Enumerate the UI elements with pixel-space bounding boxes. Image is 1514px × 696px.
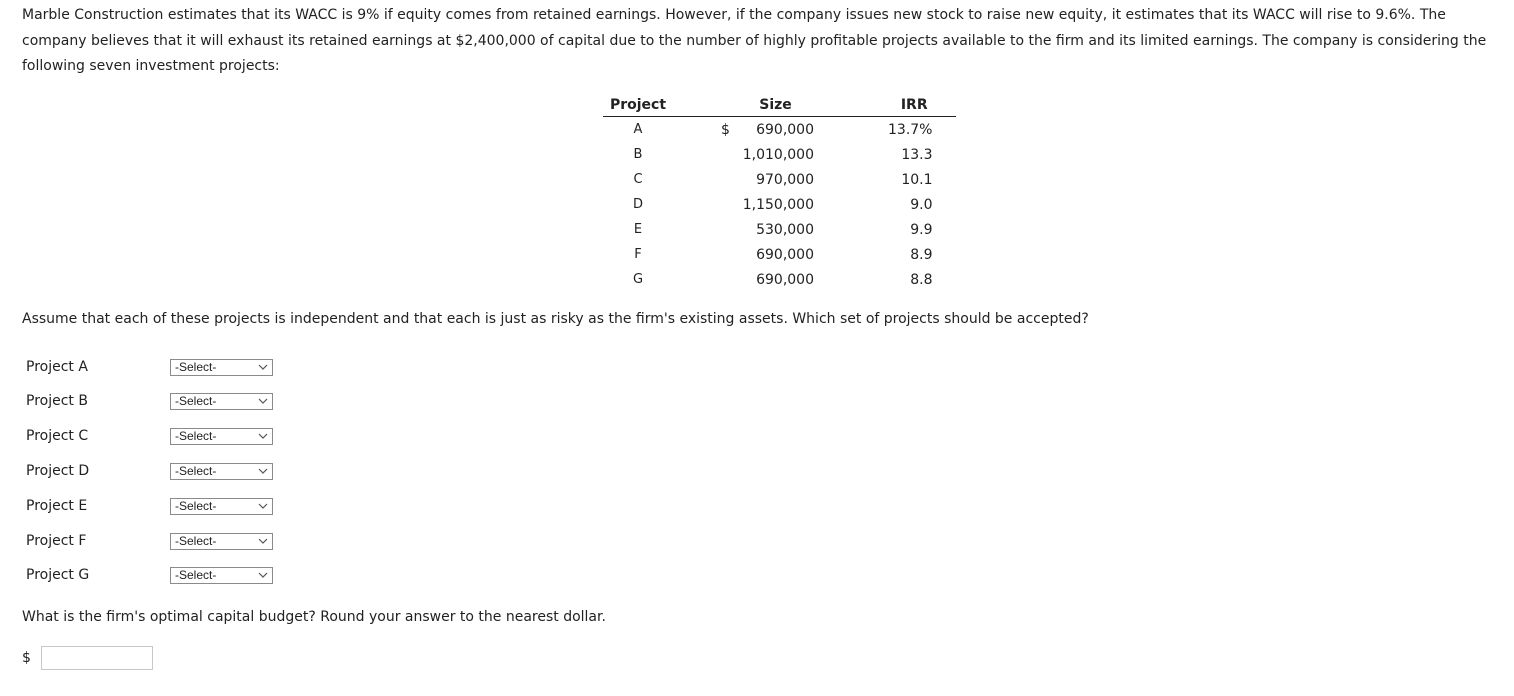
project-a-select[interactable] [170, 359, 273, 376]
project-irr: 9.0 [910, 196, 933, 213]
currency-symbol [721, 147, 735, 163]
project-irr: 8.9 [910, 246, 933, 263]
capital-budget-input[interactable] [41, 646, 153, 670]
project-b-select[interactable] [170, 393, 273, 410]
answer-row [22, 646, 153, 670]
header-size: Size [721, 93, 830, 117]
select-label: Project A [26, 359, 88, 375]
chevron-down-icon [256, 534, 270, 548]
chevron-down-icon [256, 568, 270, 582]
project-letter: B [633, 147, 643, 162]
select-value: -Select- [175, 360, 217, 374]
project-size: 690,000 [756, 121, 814, 138]
table-row [603, 267, 956, 292]
project-c-select[interactable] [170, 428, 273, 445]
project-f-select[interactable] [170, 533, 273, 550]
table-row [603, 167, 956, 192]
project-g-select[interactable] [170, 567, 273, 584]
project-letter: D [632, 197, 643, 212]
select-row-project-e [26, 495, 273, 517]
select-row-project-c [26, 425, 273, 447]
project-size: 1,010,000 [742, 146, 814, 163]
chevron-down-icon [256, 464, 270, 478]
projects-table [603, 93, 956, 292]
question-capital-budget: What is the firm's optimal capital budget? Round your answer to the nearest dollar. [22, 609, 606, 625]
currency-symbol [721, 197, 735, 213]
question-accept-projects: Assume that each of these projects is independent and that each is just as risky as the firm's existing assets. Which set of projects should be accepted? [22, 311, 1089, 327]
table-header-row [603, 93, 956, 117]
project-size: 690,000 [756, 246, 814, 263]
select-label: Project C [26, 428, 89, 444]
table-row [603, 192, 956, 217]
project-size: 970,000 [756, 171, 814, 188]
project-e-select[interactable] [170, 498, 273, 515]
project-irr: 13.3 [901, 146, 933, 163]
project-letter: C [633, 172, 643, 187]
chevron-down-icon [256, 394, 270, 408]
table-row [603, 117, 956, 143]
select-value: -Select- [175, 568, 217, 582]
select-label: Project E [26, 498, 88, 514]
project-letter: A [633, 122, 643, 137]
project-d-select[interactable] [170, 463, 273, 480]
project-size: 530,000 [756, 221, 814, 238]
select-value: -Select- [175, 499, 217, 513]
chevron-down-icon [256, 360, 270, 374]
currency-symbol [721, 247, 735, 263]
currency-symbol [721, 222, 735, 238]
project-size: 1,150,000 [742, 196, 814, 213]
select-row-project-d [26, 460, 273, 482]
select-row-project-a [26, 356, 273, 378]
project-irr: 9.9 [910, 221, 933, 238]
chevron-down-icon [256, 499, 270, 513]
project-size: 690,000 [756, 271, 814, 288]
table-row [603, 242, 956, 267]
currency-symbol: $ [22, 650, 31, 666]
select-value: -Select- [175, 394, 217, 408]
select-row-project-g [26, 564, 273, 586]
select-value: -Select- [175, 534, 217, 548]
header-project: Project [603, 93, 673, 117]
project-irr: 10.1 [901, 171, 933, 188]
select-row-project-f [26, 530, 273, 552]
project-irr: 8.8 [910, 271, 933, 288]
select-row-project-b [26, 390, 273, 412]
select-label: Project G [26, 567, 90, 583]
table-row [603, 142, 956, 167]
intro-text: Marble Construction estimates that its WACC is 9% if equity comes from retained earnings. However, if the company issues new stock to raise new equity, it estimates that its WACC will rise to 9.6%. The company believes that it will exhaust its retained earnings at $2,400,000 of capital due to the number of highly profitable projects available to the firm and its limited earnings. The company is considering the following seven investment projects: [22, 7, 1487, 74]
table-row [603, 217, 956, 242]
select-value: -Select- [175, 429, 217, 443]
chevron-down-icon [256, 429, 270, 443]
currency-symbol [721, 172, 735, 188]
project-letter: E [633, 222, 643, 237]
project-letter: F [634, 247, 642, 262]
currency-symbol [721, 272, 735, 288]
select-label: Project B [26, 393, 88, 409]
project-letter: G [632, 272, 644, 287]
header-irr: IRR [888, 93, 940, 117]
currency-symbol: $ [721, 121, 730, 138]
project-irr: 13.7% [888, 121, 933, 138]
select-value: -Select- [175, 464, 217, 478]
select-label: Project F [26, 533, 87, 549]
select-label: Project D [26, 463, 90, 479]
